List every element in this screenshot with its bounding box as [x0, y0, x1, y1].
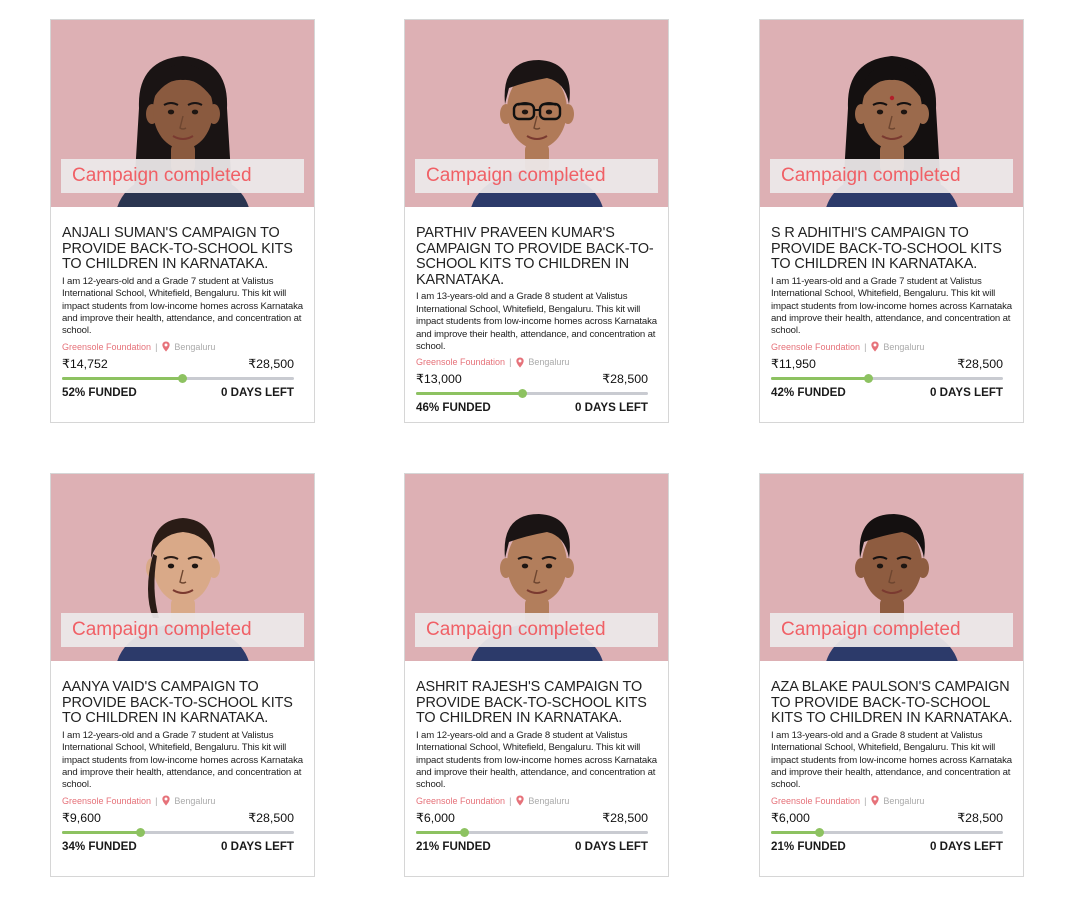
organization-link[interactable]: Greensole Foundation [771, 795, 861, 806]
eye-left [167, 564, 173, 569]
eye-left [521, 564, 527, 569]
eye-right [545, 110, 551, 115]
campaign-card[interactable] [759, 19, 1024, 423]
meta-divider: | [155, 341, 158, 352]
raised-amount: ₹6,000 [416, 810, 455, 825]
eye-right [191, 564, 197, 569]
funding-amounts [416, 811, 658, 825]
goal-amount: ₹28,500 [602, 810, 648, 825]
location-text: Bengaluru [174, 795, 216, 806]
bindi [889, 96, 893, 100]
campaign-title[interactable]: ANJALI SUMAN'S CAMPAIGN TO PROVIDE BACK-TO-SCHOOL KITS TO CHILDREN IN KARNATAKA. [62, 225, 293, 273]
eye-right [191, 110, 197, 115]
organization-link[interactable]: Greensole Foundation [416, 795, 506, 806]
goal-amount: ₹28,500 [248, 356, 294, 371]
campaign-meta [771, 341, 1013, 353]
funding-stats [416, 840, 658, 854]
location-text: Bengaluru [174, 341, 216, 352]
campaign-card[interactable] [759, 473, 1024, 877]
funding-progress-bar [62, 828, 294, 837]
funding-amounts [416, 372, 658, 386]
progress-fill [62, 377, 183, 380]
location-pin-icon [161, 341, 171, 352]
eye-right [900, 110, 906, 115]
campaign-status-banner: Campaign completed [770, 613, 1013, 647]
progress-fill [771, 377, 868, 380]
campaign-title[interactable]: AZA BLAKE PAULSON'S CAMPAIGN TO PROVIDE BACK-TO-SCHOOL KITS TO CHILDREN IN KARNATAKA. [771, 679, 1013, 727]
funded-percent: 34% FUNDED [62, 839, 137, 853]
campaign-description: I am 12-years-old and a Grade 7 student at Valistus International School, Whitefield, Bengaluru. This kit will impact students from low-income homes across Karnataka and improve their health, attendance, and concentration at school. [62, 729, 303, 791]
goal-amount: ₹28,500 [602, 372, 648, 387]
eye-right [900, 564, 906, 569]
funded-percent: 46% FUNDED [416, 401, 491, 415]
campaign-card[interactable] [404, 473, 669, 877]
meta-divider: | [509, 795, 512, 806]
funding-amounts [62, 811, 304, 825]
days-left: 0 DAYS LEFT [220, 385, 294, 399]
location-pin-icon [515, 795, 525, 806]
progress-fill [771, 831, 820, 834]
funding-stats [62, 386, 304, 400]
raised-amount: ₹6,000 [771, 810, 810, 825]
campaign-title[interactable]: PARTHIV PRAVEEN KUMAR'S CAMPAIGN TO PROVIDE BACK-TO-SCHOOL KITS TO CHILDREN IN KARNATAKA. [416, 225, 654, 288]
days-left: 0 DAYS LEFT [220, 839, 294, 853]
funded-percent: 52% FUNDED [62, 385, 137, 399]
meta-divider: | [509, 357, 512, 368]
location-text: Bengaluru [883, 795, 925, 806]
meta-divider: | [864, 795, 867, 806]
campaign-status-banner: Campaign completed [61, 159, 304, 193]
campaign-meta [416, 795, 658, 807]
location-text: Bengaluru [883, 341, 925, 352]
card-image[interactable] [760, 474, 1023, 661]
progress-fill [416, 392, 523, 395]
progress-knob [178, 374, 187, 383]
campaign-status-banner: Campaign completed [415, 159, 658, 193]
card-image[interactable] [760, 20, 1023, 207]
organization-link[interactable]: Greensole Foundation [771, 341, 861, 352]
campaign-status-banner: Campaign completed [61, 613, 304, 647]
raised-amount: ₹14,752 [62, 356, 108, 371]
card-image[interactable] [51, 20, 314, 207]
meta-divider: | [155, 795, 158, 806]
raised-amount: ₹9,600 [62, 810, 101, 825]
campaign-meta [771, 795, 1013, 807]
eye-right [545, 564, 551, 569]
campaign-title[interactable]: ASHRIT RAJESH'S CAMPAIGN TO PROVIDE BACK-TO-SCHOOL KITS TO CHILDREN IN KARNATAKA. [416, 679, 647, 727]
card-image[interactable] [405, 20, 668, 207]
campaign-description: I am 12-years-old and a Grade 8 student at Valistus International School, Whitefield, Bengaluru. This kit will impact students from low-income homes across Karnataka and improve their health, attendance, and concentration at school. [416, 729, 657, 791]
eye-left [167, 110, 173, 115]
location-pin-icon [515, 357, 525, 368]
organization-link[interactable]: Greensole Foundation [416, 357, 506, 368]
organization-link[interactable]: Greensole Foundation [62, 341, 152, 352]
funding-progress-bar [416, 828, 648, 837]
funding-stats [771, 840, 1013, 854]
campaign-status-banner: Campaign completed [415, 613, 658, 647]
days-left: 0 DAYS LEFT [574, 839, 648, 853]
goal-amount: ₹28,500 [248, 810, 294, 825]
funding-stats [416, 401, 658, 415]
campaign-meta [62, 341, 304, 353]
campaign-description: I am 12-years-old and a Grade 7 student at Valistus International School, Whitefield, Bengaluru. This kit will impact students from low-income homes across Karnataka and improve their health, attendance, and concentration at school. [62, 275, 303, 337]
progress-knob [815, 828, 824, 837]
card-image[interactable] [405, 474, 668, 661]
days-left: 0 DAYS LEFT [574, 401, 648, 415]
campaign-card[interactable] [50, 19, 315, 423]
campaign-description: I am 13-years-old and a Grade 8 student at Valistus International School, Whitefield, Bengaluru. This kit will impact students from low-income homes across Karnataka and improve their health, attendance, and concentration at school. [416, 291, 657, 352]
raised-amount: ₹13,000 [416, 372, 462, 387]
goal-amount: ₹28,500 [957, 356, 1003, 371]
funding-progress-bar [771, 374, 1003, 383]
organization-link[interactable]: Greensole Foundation [62, 795, 152, 806]
location-pin-icon [870, 795, 880, 806]
campaign-description: I am 13-years-old and a Grade 8 student at Valistus International School, Whitefield, Bengaluru. This kit will impact students from low-income homes across Karnataka and improve their health, attendance, and concentration at school. [771, 729, 1012, 791]
funding-stats [62, 840, 304, 854]
campaign-description: I am 11-years-old and a Grade 7 student at Valistus International School, Whitefield, Bengaluru. This kit will impact students from low-income homes across Karnataka and improve their health, attendance, and concentration at school. [771, 275, 1012, 337]
funding-amounts [771, 811, 1013, 825]
progress-knob [518, 389, 527, 398]
location-pin-icon [870, 341, 880, 352]
card-image[interactable] [51, 474, 314, 661]
eye-left [876, 110, 882, 115]
funding-progress-bar [771, 828, 1003, 837]
raised-amount: ₹11,950 [771, 356, 816, 371]
eye-left [521, 110, 527, 115]
campaign-status-banner: Campaign completed [770, 159, 1013, 193]
meta-divider: | [864, 341, 867, 352]
funding-progress-bar [416, 389, 648, 398]
campaign-meta [62, 795, 304, 807]
campaign-meta [416, 356, 658, 368]
location-text: Bengaluru [528, 795, 570, 806]
campaign-card[interactable] [50, 473, 315, 877]
progress-knob [460, 828, 469, 837]
campaign-card[interactable] [404, 19, 669, 423]
funding-amounts [62, 357, 304, 371]
eye-left [876, 564, 882, 569]
location-pin-icon [161, 795, 171, 806]
days-left: 0 DAYS LEFT [929, 839, 1003, 853]
funded-percent: 21% FUNDED [416, 839, 491, 853]
funded-percent: 42% FUNDED [771, 385, 846, 399]
funding-amounts [771, 357, 1013, 371]
days-left: 0 DAYS LEFT [929, 385, 1003, 399]
progress-knob [136, 828, 145, 837]
progress-knob [864, 374, 873, 383]
progress-fill [62, 831, 141, 834]
funding-stats [771, 386, 1013, 400]
location-text: Bengaluru [528, 357, 570, 368]
campaign-title[interactable]: AANYA VAID'S CAMPAIGN TO PROVIDE BACK-TO-SCHOOL KITS TO CHILDREN IN KARNATAKA. [62, 679, 293, 727]
funded-percent: 21% FUNDED [771, 839, 846, 853]
funding-progress-bar [62, 374, 294, 383]
progress-fill [416, 831, 465, 834]
campaign-title[interactable]: S R ADHITHI'S CAMPAIGN TO PROVIDE BACK-TO-SCHOOL KITS TO CHILDREN IN KARNATAKA. [771, 225, 1002, 273]
goal-amount: ₹28,500 [957, 810, 1003, 825]
